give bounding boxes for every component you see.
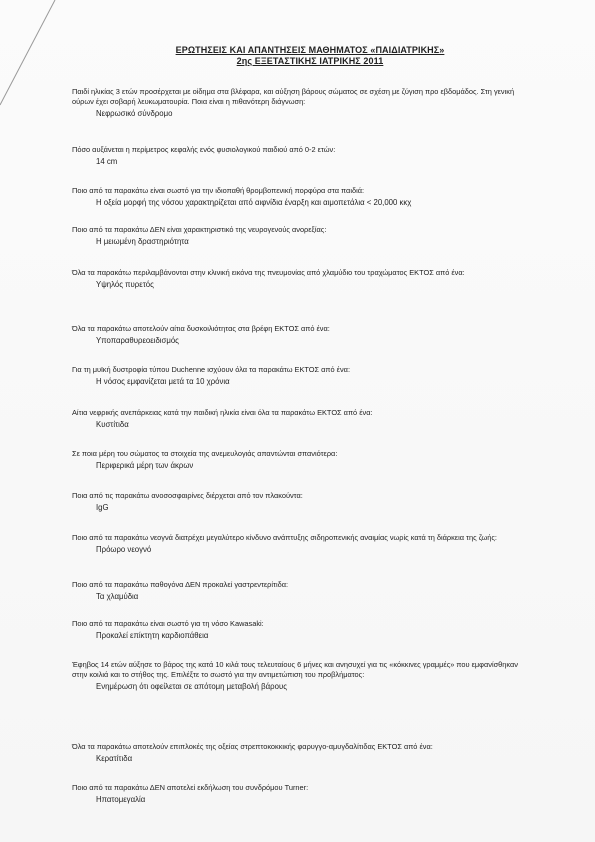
qa-item-1 [72,87,532,119]
question-text: Ποιο από τα παρακάτω ΔΕΝ αποτελεί εκδήλωση του συνδρόμου Turner: [72,783,309,792]
qa-item-8 [72,408,532,430]
answer-text: Νεφρωσικό σύνδρομο [96,109,173,118]
qa-item-16 [72,783,532,805]
question-text: Σε ποια μέρη του σώματος τα στοιχεία της ανεμευλογιάς απαντώνται σπανιότερα: [72,449,338,458]
question-text: Ποιο από τα παρακάτω νεογνά διατρέχει μεγαλύτερο κίνδυνο ανάπτυξης σιδηροπενικής αναιμίας νωρίς κατά τη διάρκεια της ζωής: [72,533,497,542]
question-text: Ποιο από τα παρακάτω παθογόνα ΔΕΝ προκαλεί γαστρεντερίτιδα: [72,580,289,589]
question-text: Ποιο από τα παρακάτω είναι σωστό για την ιδιοπαθή θρομβοπενική πορφύρα στα παιδιά: [72,186,365,195]
question-text: Έφηβος 14 ετών αύξησε το βάρος της κατά 10 κιλά τους τελευταίους 6 μήνες και ανησυχεί για τις «κόκκινες γραμμές» που εμφανίσθηκαν στην κοιλιά και το στήθος της. Επιλέξτε το σωστό για την αντιμετώπιση του προβλήματος: [72,660,518,679]
answer-text: Κερατίτιδα [96,754,133,763]
qa-item-3 [72,186,532,208]
question-text: Για τη μυϊκή δυστροφία τύπου Duchenne ισχύουν όλα τα παρακάτω ΕΚΤΟΣ από ένα: [72,365,350,374]
answer-text: Η οξεία μορφή της νόσου χαρακτηρίζεται από αιφνίδια έναρξη και αιμοπετάλια < 20,000 κκχ [96,198,412,207]
question-text: Ποια από τις παρακάτω ανοσοσφαιρίνες διέρχεται από τον πλακούντα: [72,491,303,500]
answer-text: Υποπαραθυρεοειδισμός [96,336,179,345]
qa-item-9 [72,449,532,471]
qa-item-14 [72,660,532,692]
qa-item-12 [72,580,532,602]
question-text: Πόσο αυξάνεται η περίμετρος κεφαλής ενός φυσιολογικού παιδιού από 0-2 ετών: [72,145,336,154]
question-text: Αίτια νεφρικής ανεπάρκειας κατά την παιδική ηλικία είναι όλα τα παρακάτω ΕΚΤΟΣ από ένα: [72,408,373,417]
qa-item-13 [72,619,532,641]
qa-item-10 [72,491,532,513]
qa-item-5 [72,268,532,290]
answer-text: Τα χλαμύδια [96,592,139,601]
question-text: Ποιο από τα παρακάτω είναι σωστό για τη νόσο Kawasaki: [72,619,264,628]
document-subtitle: 2ης ΕΞΕΤΑΣΤΙΚΗΣ ΙΑΤΡΙΚΗΣ 2011 [236,56,384,66]
qa-item-6 [72,324,532,346]
answer-text: 14 cm [96,157,118,166]
answer-text: Περιφερικά μέρη των άκρων [96,461,194,470]
qa-item-2 [72,145,532,167]
answer-text: Πρόωρο νεογνό [96,545,152,554]
answer-text: Η νόσος εμφανίζεται μετά τα 10 χρόνια [96,377,230,386]
question-text: Όλα τα παρακάτω περιλαμβάνονται στην κλινική εικόνα της πνευμονίας από χλαμύδιο του τραχώματος ΕΚΤΟΣ από ένα: [72,268,465,277]
answer-text: Ενημέρωση ότι οφείλεται σε απότομη μεταβολή βάρους [96,682,287,691]
page-corner-shadow-icon [0,0,60,110]
qa-item-4 [72,225,532,247]
document-title: ΕΡΩΤΗΣΕΙΣ ΚΑΙ ΑΠΑΝΤΗΣΕΙΣ ΜΑΘΗΜΑΤΟΣ «ΠΑΙΔΙΑΤΡΙΚΗΣ» [175,45,445,55]
answer-text: IgG [96,503,109,512]
question-text: Όλα τα παρακάτω αποτελούν επιπλοκές της οξείας στρεπτοκοκκικής φαρυγγο-αμυγδαλίτιδας ΕΚΤΟΣ από ένα: [72,742,433,751]
answer-text: Ηπατομεγαλία [96,795,146,804]
qa-item-7 [72,365,532,387]
answer-text: Η μειωμένη δραστηριότητα [96,237,189,246]
question-text: Παιδί ηλικίας 3 ετών προσέρχεται με οίδημα στα βλέφαρα, και αύξηση βάρους σώματος σε σχέση με ζύγιση προ εβδομάδος. Στη γενική ούρων έχει σοβαρή λευκωματουρία. Ποια είναι η πιθανότερη διάγνωση: [72,87,515,106]
qa-item-11 [72,533,532,555]
answer-text: Κυστίτιδα [96,420,129,429]
answer-text: Προκαλεί επίκτητη καρδιοπάθεια [96,631,209,640]
answer-text: Υψηλός πυρετός [96,280,154,289]
document-header [150,45,470,67]
question-text: Όλα τα παρακάτω αποτελούν αίτια δυσκοιλιότητας στα βρέφη ΕΚΤΟΣ από ένα: [72,324,330,333]
question-text: Ποιο από τα παρακάτω ΔΕΝ είναι χαρακτηριστικό της νευρογενούς ανορεξίας: [72,225,327,234]
qa-item-15 [72,742,532,764]
